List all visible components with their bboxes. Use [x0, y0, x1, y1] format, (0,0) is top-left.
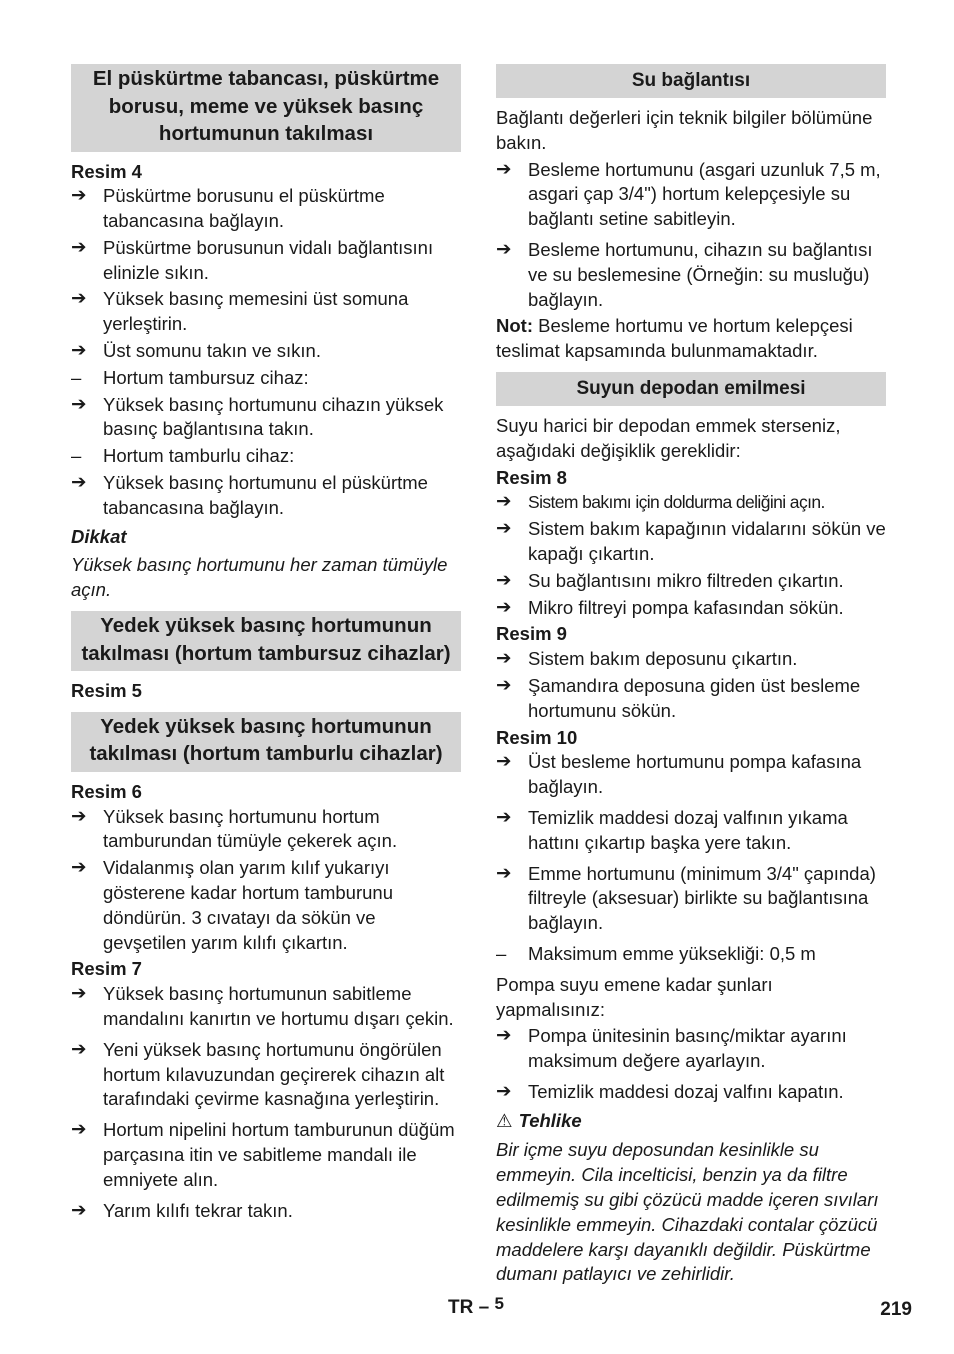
dash-icon: – [496, 942, 507, 964]
dash-icon: – [71, 445, 82, 467]
arrow-icon: ➔ [496, 674, 512, 696]
figure-ref: Resim 7 [71, 958, 142, 980]
list-item: ➔ Su bağlantısını mikro filtreden çıkartın. [496, 569, 886, 594]
list-item: ➔ Pompa ünitesinin basınç/miktar ayarını maksimum değere ayarlayın. [496, 1025, 847, 1072]
arrow-icon: ➔ [496, 158, 512, 180]
paragraph: Pompa suyu emene kadar şunları yapmalısınız: [496, 973, 773, 1020]
section-heading: Yedek yüksek basınç hortumunun takılması (hortum tamburlu cihazlar) [71, 712, 461, 772]
danger-text: Bir içme suyu deposundan kesinlikle su emmeyin. Cila incelticisi, benzin ya da filtre edilmemiş su gibi çözücü madde içeren sıvıları kesinlikle emmeyin. Cihazdaki contalar çözücü maddelere karşı dayanıklı değildir. Püskürtme dumanı patlayıcı ve zehirlidir. [496, 1139, 879, 1285]
list-item: ➔ Yeni yüksek basınç hortumunu öngörülen hortum kılavuzundan geçirerek cihazın alt tarafındaki çevirme kasnağına yerleştirin. [71, 1038, 445, 1110]
list-item: ➔ Yüksek basınç hortumunu el püskürtme tabancasına bağlayın. [71, 472, 428, 518]
arrow-icon: ➔ [496, 648, 512, 670]
list-item: ➔ Şamandıra deposuna giden üst besleme hortumunu sökün. [496, 674, 861, 721]
arrow-icon: ➔ [496, 491, 512, 513]
list-item: ➔ Emme hortumunu (minimum 3/4" çapında) filtreyle (aksesuar) birlikte su bağlantısına bağlayın. [496, 862, 876, 934]
arrow-icon: ➔ [496, 238, 512, 260]
arrow-icon: ➔ [496, 569, 512, 591]
arrow-icon: ➔ [496, 518, 512, 540]
footer-separator: – [478, 1297, 490, 1318]
list-item: ➔ Sistem bakımı için doldurma deliğini açın. [496, 490, 886, 515]
arrow-icon: ➔ [496, 596, 512, 618]
arrow-icon: ➔ [71, 185, 87, 207]
list-item: ➔ Mikro filtreyi pompa kafasından sökün. [496, 596, 886, 621]
arrow-icon: ➔ [71, 340, 87, 362]
list-item: ➔ Üst besleme hortumunu pompa kafasına bağlayın. [496, 751, 862, 798]
figure-ref: Resim 10 [496, 726, 578, 748]
list-item: ➔ Püskürtme borusunu el püskürtme tabancasına bağlayın. [71, 185, 385, 232]
list-item: ➔ Yüksek basınç memesini üst somuna yerleştirin. [71, 288, 409, 335]
left-column [71, 64, 461, 1225]
list-item: – Maksimum emme yüksekliği: 0,5 m [496, 942, 886, 967]
arrow-icon: ➔ [496, 806, 512, 828]
arrow-icon: ➔ [71, 236, 87, 258]
list-item: ➔ Sistem bakım deposunu çıkartın. [496, 647, 886, 672]
list-item: ➔ Yüksek basınç hortumunu cihazın yüksek basınç bağlantısına takın. [71, 393, 444, 440]
note-label: Not: [496, 315, 533, 337]
section-heading: Su bağlantısı [496, 64, 886, 98]
list-item: ➔ Besleme hortumunu, cihazın su bağlantısı ve su beslemesine (Örneğin: su musluğu) bağlayın. [496, 238, 873, 310]
arrow-icon: ➔ [71, 393, 87, 415]
figure-ref: Resim 8 [496, 466, 567, 488]
section-heading: Suyun depodan emilmesi [496, 372, 886, 406]
arrow-icon: ➔ [496, 751, 512, 773]
footer-language: TR [448, 1297, 474, 1318]
arrow-icon: ➔ [71, 288, 87, 310]
arrow-icon: ➔ [71, 857, 87, 879]
figure-ref: Resim 5 [71, 680, 142, 702]
paragraph: Bağlantı değerleri için teknik bilgiler bölümüne bakın. [496, 107, 873, 153]
list-item: ➔ Temizlik maddesi dozaj valfının yıkama hattını çıkartıp başka yere takın. [496, 806, 848, 853]
arrow-icon: ➔ [71, 805, 87, 827]
footer-section-label [448, 1296, 504, 1321]
list-item: ➔ Sistem bakım kapağının vidalarını sökün ve kapağı çıkartın. [496, 518, 886, 564]
arrow-icon: ➔ [71, 1119, 87, 1141]
danger-heading: ⚠ Tehlike [496, 1109, 886, 1135]
arrow-icon: ➔ [71, 1199, 87, 1221]
section-heading: Yedek yüksek basınç hortumunun takılması (hortum tambursuz cihazlar) [71, 611, 461, 671]
list-item: ➔ Temizlik maddesi dozaj valfını kapatın. [496, 1080, 886, 1105]
page-number: 219 [880, 1299, 912, 1320]
warning-icon: ⚠ [496, 1110, 513, 1132]
list-item: ➔ Püskürtme borusunun vidalı bağlantısını elinizle sıkın. [71, 236, 434, 283]
arrow-icon: ➔ [71, 1038, 87, 1060]
section-heading: El püskürtme tabancası, püskürtme borusu, meme ve yüksek basınç hortumunun takılması [71, 64, 461, 152]
paragraph: Suyu harici bir depodan emmek sterseniz, aşağıdaki değişiklik gereklidir: [496, 414, 841, 461]
list-item: ➔ Vidalanmış olan yarım kılıf yukarıyı gösterene kadar hortum tamburunu döndürün. 3 cıvatayı da sökün ve gevşetilen yarım kılıfı çıkartın. [71, 857, 394, 953]
list-item: ➔ Yüksek basınç hortumunun sabitleme mandalını kanırtın ve hortumu dışarı çekin. [71, 983, 454, 1030]
list-item: – Hortum tambursuz cihaz: [71, 366, 461, 391]
list-item: ➔ Yarım kılıfı tekrar takın. [71, 1199, 461, 1224]
figure-ref: Resim 9 [496, 623, 567, 645]
arrow-icon: ➔ [496, 1080, 512, 1102]
arrow-icon: ➔ [496, 1025, 512, 1047]
figure-ref: Resim 6 [71, 780, 142, 802]
list-item: ➔ Yüksek basınç hortumunu hortum tamburundan tümüyle çekerek açın. [71, 805, 398, 852]
list-item: – Hortum tamburlu cihaz: [71, 444, 461, 469]
note-heading: Dikkat [71, 525, 127, 547]
list-item: ➔ Hortum nipelini hortum tamburunun düğüm parçasına itin ve sabitleme mandalı ile emniyete alın. [71, 1119, 455, 1190]
arrow-icon: ➔ [496, 862, 512, 884]
arrow-icon: ➔ [71, 983, 87, 1005]
figure-ref: Resim 4 [71, 160, 142, 182]
footer-section-number: 5 [494, 1294, 504, 1313]
note-paragraph: Not: Besleme hortumu ve hortum kelepçesi teslimat kapsamında bulunmamaktadır. [496, 315, 853, 362]
list-item: ➔ Üst somunu takın ve sıkın. [71, 339, 461, 364]
note-text: Yüksek basınç hortumunu her zaman tümüyle açın. [71, 554, 448, 601]
arrow-icon: ➔ [71, 472, 87, 494]
dash-icon: – [71, 366, 82, 388]
right-column [496, 64, 886, 1289]
list-item: ➔ Besleme hortumunu (asgari uzunluk 7,5 m, asgari çap 3/4") hortum kelepçesiyle su bağlantı setine sabitleyin. [496, 158, 881, 230]
